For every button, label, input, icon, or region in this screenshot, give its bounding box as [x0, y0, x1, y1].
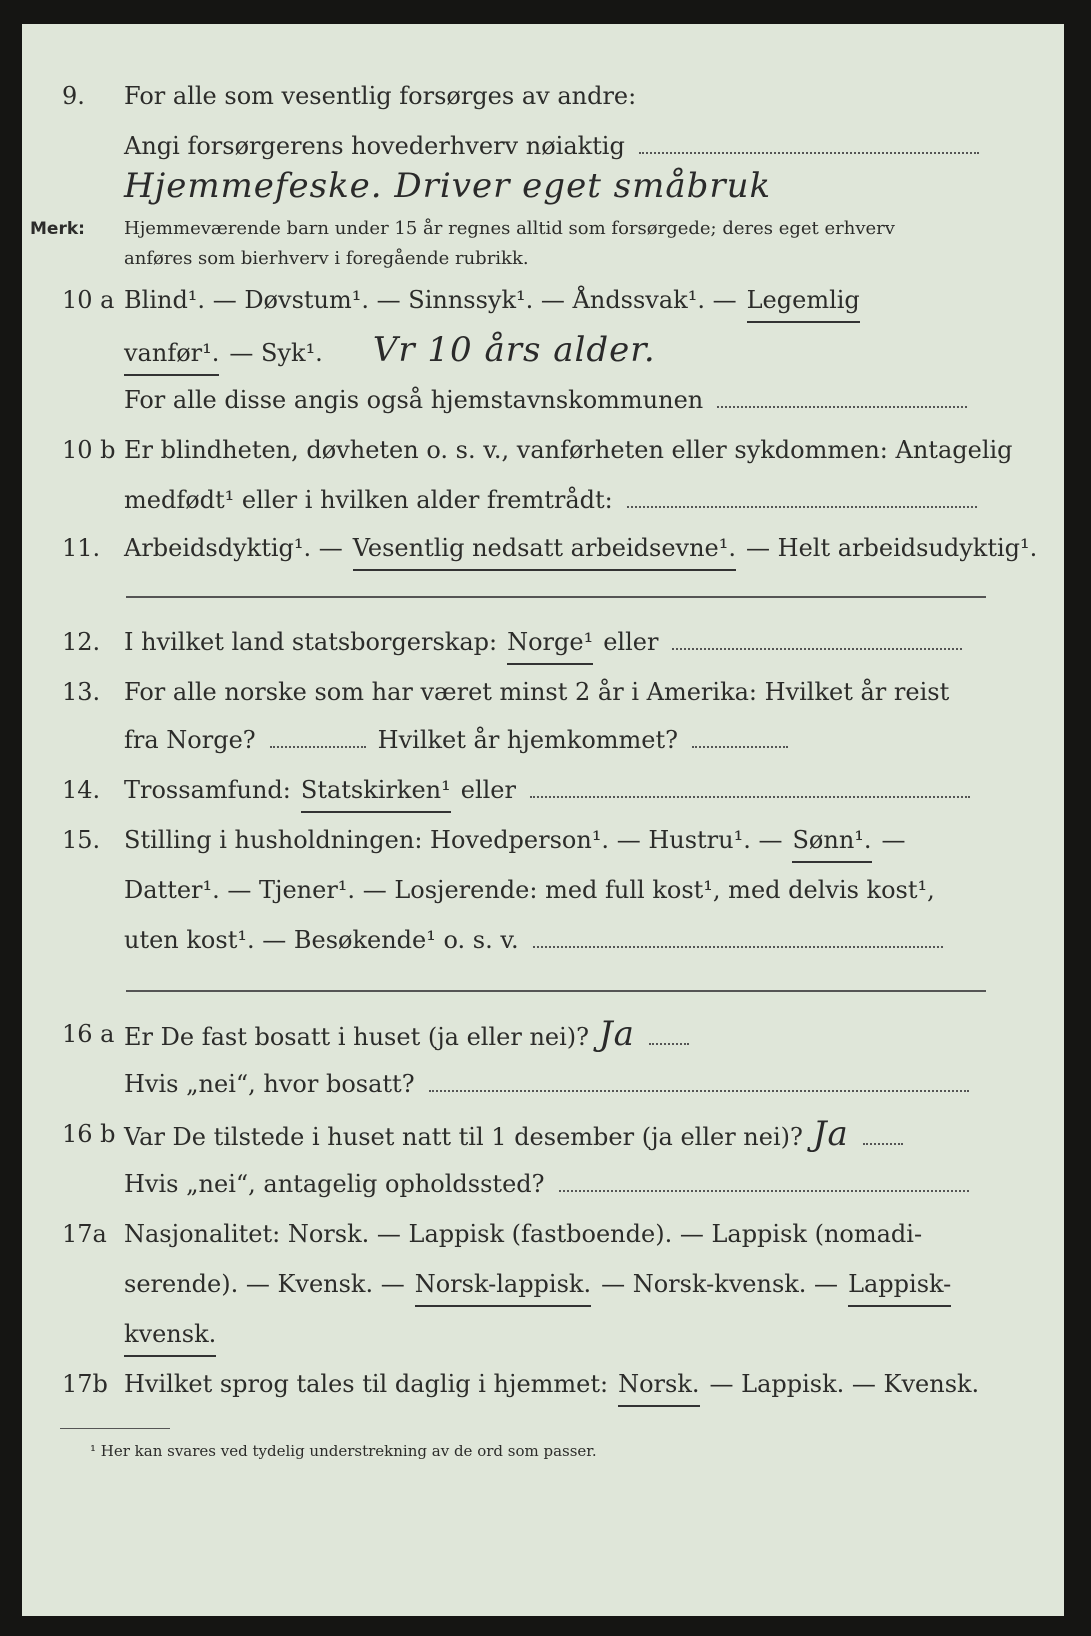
q11-part3: — Helt arbeidsudyktig¹.: [746, 534, 1038, 562]
q16a-row2: [22, 1064, 1064, 1104]
q17a-row2: [22, 1264, 1064, 1304]
q10a-legemlig-underlined: Legemlig: [747, 280, 860, 323]
q17b-norsk-underlined: Norsk.: [618, 1364, 699, 1407]
q16b-opholdssted-fill-line: [559, 1180, 969, 1192]
q16a-fill-line: [649, 1033, 689, 1045]
q14-fill-line: [530, 786, 970, 798]
q17a-row3: [22, 1314, 1064, 1354]
q17a-line2b: — Norsk-kvensk. —: [601, 1270, 839, 1298]
q16a-number: 16 a: [62, 1020, 115, 1048]
q15-row2: [22, 870, 1064, 910]
q9-provider-label: Angi forsørgerens hovederhverv nøiaktig: [124, 132, 625, 160]
q9-row: [22, 76, 1064, 116]
q10b-line2: medfødt¹ eller i hvilken alder fremtrådt:: [124, 486, 613, 514]
q10a-row2: [22, 330, 1064, 370]
q10a-hjemstavn-label: For alle disse angis også hjemstavnskommunen: [124, 386, 704, 414]
q16b-row: [22, 1114, 1064, 1154]
q11-number: 11.: [62, 534, 101, 562]
q10b-fill-line: [627, 496, 977, 508]
q17b-row: [22, 1364, 1064, 1404]
q9-text: For alle som vesentlig forsørges av andre:: [124, 82, 637, 110]
q9-answer-row: [22, 166, 1064, 216]
q10a-syk: — Syk¹.: [229, 339, 323, 367]
q12-part2: eller: [603, 628, 659, 656]
q16b-number: 16 b: [62, 1120, 116, 1148]
q11-part1: Arbeidsdyktig¹. —: [124, 534, 343, 562]
q17a-number: 17a: [62, 1220, 107, 1248]
q15-number: 15.: [62, 826, 101, 854]
q10a-number: 10 a: [62, 286, 115, 314]
q16a-row: [22, 1014, 1064, 1054]
q13-hjemkommet-fill-line: [692, 736, 788, 748]
q10a-vanfor-underlined: vanfør¹.: [124, 333, 219, 376]
q10b-row: [22, 430, 1064, 470]
q9-handwritten-answer: Hjemmefeske. Driver eget småbruk: [124, 166, 772, 206]
q10b-number: 10 b: [62, 436, 116, 464]
q15-separator-line: [126, 990, 986, 992]
q17b-number: 17b: [62, 1370, 108, 1398]
q14-part1: Trossamfund:: [124, 776, 291, 804]
q17a-norsk-lappisk-underlined: Norsk-lappisk.: [415, 1264, 591, 1307]
q10a-handwritten-answer: Vr 10 års alder.: [372, 330, 656, 370]
q10a-line1: Blind¹. — Døvstum¹. — Sinnssyk¹. — Åndssvak¹. —: [124, 286, 737, 314]
q11-separator-line: [126, 596, 986, 598]
q11-row: [22, 528, 1064, 568]
merk-line2: anføres som bierhverv i foregående rubrikk.: [124, 248, 529, 269]
q15-line1: Stilling i husholdningen: Hovedperson¹. — Hustru¹. —: [124, 826, 783, 854]
q16a-line2: Hvis „nei“, hvor bosatt?: [124, 1070, 415, 1098]
merk-label: Merk:: [30, 219, 85, 239]
q15-sonn-underlined: Sønn¹.: [792, 820, 871, 863]
q10a-row: [22, 280, 1064, 320]
q16a-line1: Er De fast bosatt i huset (ja eller nei)?: [124, 1023, 590, 1051]
q12-fill-line: [672, 638, 962, 650]
q12-norge-underlined: Norge¹: [507, 622, 593, 665]
q10b-line1: Er blindheten, døvheten o. s. v., vanførheten eller sykdommen: Antagelig: [124, 436, 1013, 464]
q13-row2: [22, 720, 1064, 760]
q14-row: [22, 770, 1064, 810]
census-form-page: [22, 24, 1064, 1616]
q15-line3: uten kost¹. — Besøkende¹ o. s. v.: [124, 926, 519, 954]
q13-reist-fill-line: [270, 736, 366, 748]
q13-reist-label: fra Norge?: [124, 726, 256, 754]
q13-hjemkommet-label: Hvilket år hjemkommet?: [377, 726, 679, 754]
q16b-fill-line: [863, 1133, 903, 1145]
q14-statskirken-underlined: Statskirken¹: [301, 770, 451, 813]
q16b-line2: Hvis „nei“, antagelig opholdssted?: [124, 1170, 545, 1198]
q9-number: 9.: [62, 82, 85, 110]
footnote: ¹ Her kan svares ved tydelig understrekning av de ord som passer.: [90, 1442, 597, 1460]
q16b-handwritten-answer: Ja: [812, 1114, 849, 1154]
q15-line2: Datter¹. — Tjener¹. — Losjerende: med full kost¹, med delvis kost¹,: [124, 876, 935, 904]
footnote-rule: [60, 1428, 170, 1429]
q16b-line1: Var De tilstede i huset natt til 1 desember (ja eller nei)?: [124, 1123, 803, 1151]
q12-row: [22, 622, 1064, 662]
q12-number: 12.: [62, 628, 101, 656]
q10a-hjemstavn-fill-line: [717, 396, 967, 408]
q13-row: [22, 672, 1064, 712]
q16b-row2: [22, 1164, 1064, 1204]
q17a-line2a: serende). — Kvensk. —: [124, 1270, 405, 1298]
q17a-kvensk-underlined: kvensk.: [124, 1314, 216, 1357]
q17a-line1: Nasjonalitet: Norsk. — Lappisk (fastboende). — Lappisk (nomadi-: [124, 1220, 923, 1248]
q9-row2: [22, 126, 1064, 166]
q17b-part1: Hvilket sprog tales til daglig i hjemmet:: [124, 1370, 609, 1398]
q13-line1: For alle norske som har været minst 2 år i Amerika: Hvilket år reist: [124, 678, 950, 706]
q16a-bosatt-fill-line: [429, 1080, 969, 1092]
q14-number: 14.: [62, 776, 101, 804]
q16a-handwritten-answer: Ja: [599, 1014, 635, 1054]
q14-part2: eller: [460, 776, 516, 804]
q15-dash: —: [881, 826, 906, 854]
q15-row: [22, 820, 1064, 860]
q15-row3: [22, 920, 1064, 960]
q12-part1: I hvilket land statsborgerskap:: [124, 628, 498, 656]
q10a-row3: [22, 380, 1064, 420]
q13-number: 13.: [62, 678, 101, 706]
q17b-part2: — Lappisk. — Kvensk.: [709, 1370, 980, 1398]
q10b-row2: [22, 480, 1064, 520]
q11-nedsatt-underlined: Vesentlig nedsatt arbeidsevne¹.: [353, 528, 736, 571]
q17a-lappisk-underlined: Lappisk-: [848, 1264, 951, 1307]
q9-provider-fill-line: [639, 142, 979, 154]
q17a-row: [22, 1214, 1064, 1254]
q15-fill-line: [533, 936, 943, 948]
merk-line1: Hjemmeværende barn under 15 år regnes alltid som forsørgede; deres eget erhverv: [124, 218, 895, 239]
